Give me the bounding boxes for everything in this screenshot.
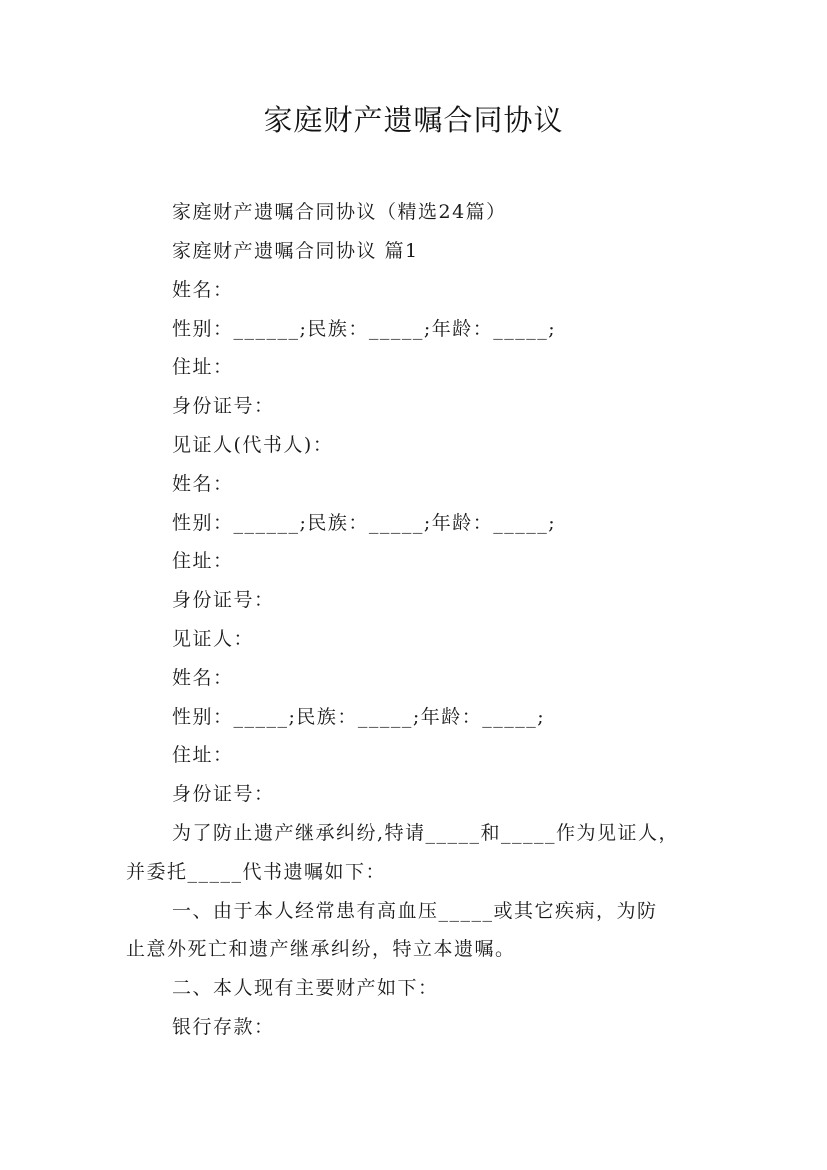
clause-two-heading: 二、本人现有主要财产如下： [172, 977, 439, 999]
subtitle-line: 家庭财产遗嘱合同协议（精选24篇） [172, 201, 507, 223]
bank-deposit-field: 银行存款： [172, 1016, 275, 1038]
witness1-id-field: 身份证号： [172, 589, 275, 611]
testator-address-field: 住址： [172, 356, 234, 378]
witness-scribe-heading: 见证人(代书人)： [172, 434, 334, 456]
testator-id-field: 身份证号： [172, 395, 275, 417]
witness1-address-field: 住址： [172, 550, 234, 572]
witness2-details-field: 性别：_____;民族：_____;年龄：_____; [172, 706, 546, 728]
witness2-id-field: 身份证号： [172, 783, 275, 805]
document-title: 家庭财产遗嘱合同协议 [263, 103, 564, 137]
witness1-details-field: 性别：______;民族：_____;年龄：_____; [172, 512, 557, 534]
witness1-name-field: 姓名： [172, 473, 234, 495]
clause-one-line1: 一、由于本人经常患有高血压_____或其它疾病，为防 [172, 900, 658, 922]
paragraph-intro-line2: 并委托_____代书遗嘱如下： [126, 861, 387, 883]
witness2-address-field: 住址： [172, 744, 234, 766]
paragraph-intro-line1: 为了防止遗产继承纠纷,特请_____和_____作为见证人， [172, 822, 680, 844]
clause-one-line2: 止意外死亡和遗产继承纠纷，特立本遗嘱。 [126, 938, 516, 960]
section-heading: 家庭财产遗嘱合同协议 篇1 [172, 240, 419, 262]
testator-details-field: 性别：______;民族：_____;年龄：_____; [172, 318, 557, 340]
testator-name-field: 姓名： [172, 279, 234, 301]
witness2-heading: 见证人： [172, 628, 255, 650]
witness2-name-field: 姓名： [172, 667, 234, 689]
